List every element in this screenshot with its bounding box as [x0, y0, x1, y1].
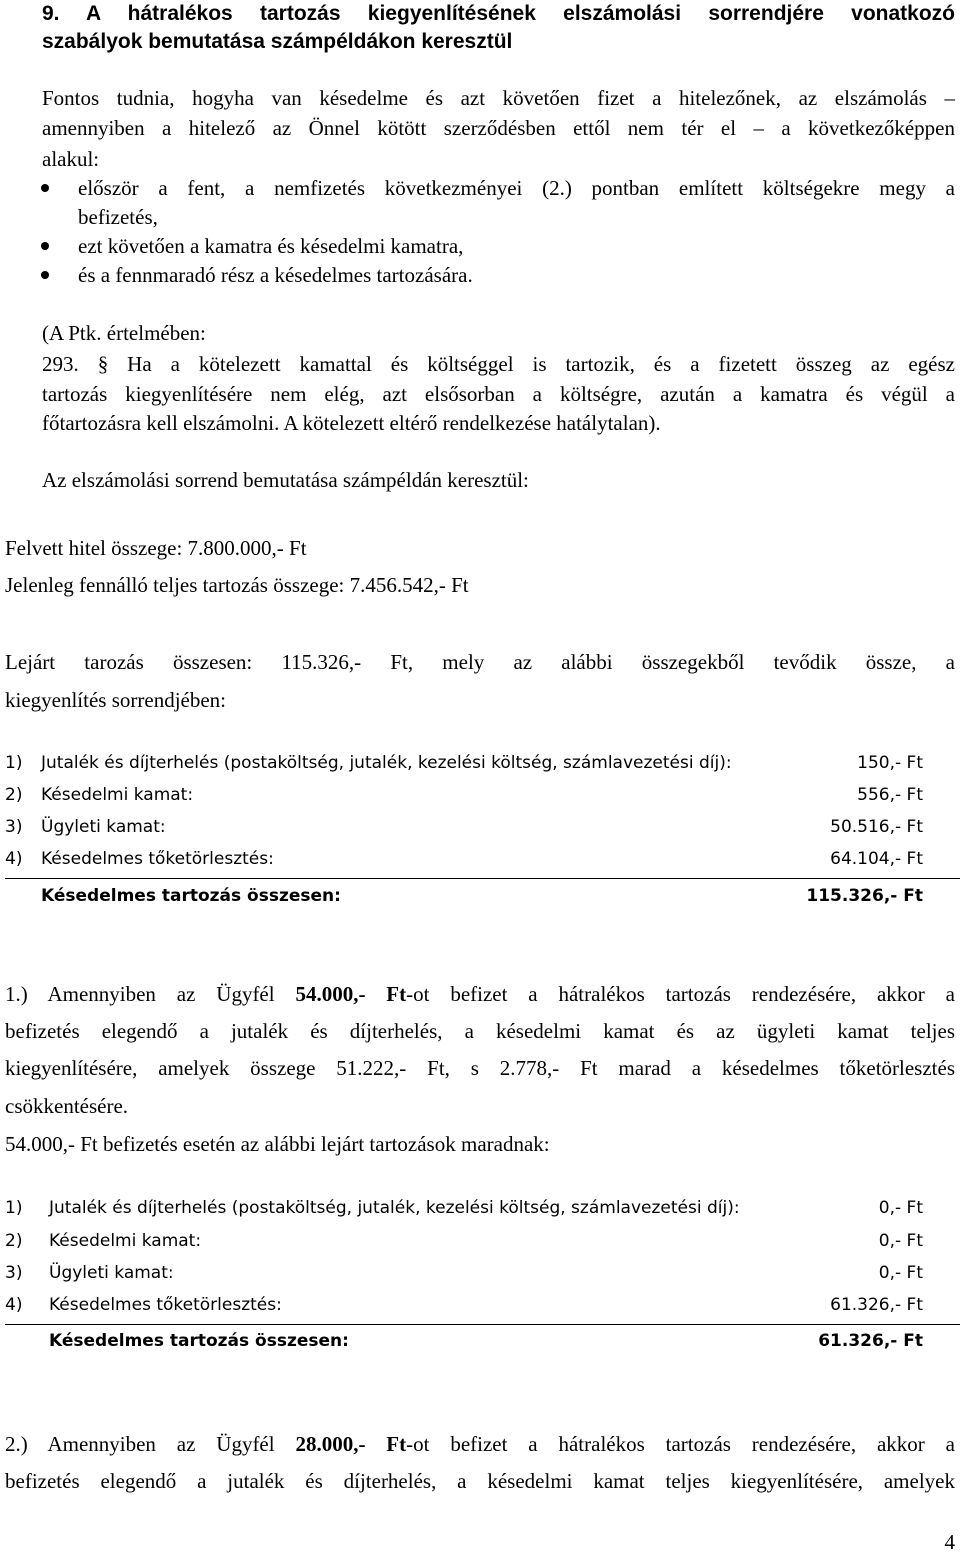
ptk-line4: főtartozásra kell elszámolni. A kötelezett eltérő rendelkezése hatálytalan). [42, 411, 661, 435]
table-divider [5, 1324, 960, 1325]
example1-line5: 54.000,- Ft befizetés esetén az alábbi lejárt tartozások maradnak: [5, 1132, 550, 1156]
bullet-icon [41, 271, 49, 279]
overdue-line2: kiegyenlítés sorrendjében: [5, 688, 227, 712]
table-divider [5, 878, 960, 879]
table-total-row: Késedelmes tartozás összesen: 115.326,- Ft [41, 886, 923, 906]
loan-amount: Felvett hitel összege: 7.800.000,- Ft [5, 536, 307, 560]
table-row: 1) Jutalék és díjterhelés (postaköltség, jutalék, kezelési költség, számlavezetési díj): 150,- Ft [5, 753, 923, 773]
example2-line2: befizetés elegendő a jutalék és díjterhelés, a késedelmi kamat teljes kiegyenlítésére, amelyek [5, 1469, 955, 1493]
ptk-line1: (A Ptk. értelmében: [42, 321, 206, 345]
table-row: 2) Késedelmi kamat: 0,- Ft [5, 1231, 923, 1251]
intro-line3: alakul: [42, 147, 100, 171]
example1-line3: kiegyenlítésére, amelyek összege 51.222,- Ft, s 2.778,- Ft marad a késedelmes tőketörlesztés [5, 1056, 955, 1080]
table-total-row: Késedelmes tartozás összesen: 61.326,- Ft [49, 1331, 923, 1351]
ptk-line2: 293. § Ha a kötelezett kamattal és költséggel is tartozik, és a fizetett összeg az egész [42, 352, 955, 376]
intro-line1: Fontos tudnia, hogyha van késedelme és azt követően fizet a hitelezőnek, az elszámolás – [42, 86, 955, 110]
overdue-line1: Lejárt tarozás összesen: 115.326,- Ft, mely az alábbi összegekből tevődik össze, a [5, 650, 955, 674]
table-row: 3) Ügyleti kamat: 0,- Ft [5, 1263, 923, 1283]
example1-line2: befizetés elegendő a jutalék és díjterhelés, a késedelmi kamat és az ügyleti kamat teljes [5, 1019, 955, 1043]
bullet-2: ezt követően a kamatra és késedelmi kamatra, [78, 234, 464, 258]
bullet-1-line1: először a fent, a nemfizetés következményei (2.) pontban említett költségekre megy a [78, 176, 955, 200]
table-row: 2) Késedelmi kamat: 556,- Ft [5, 785, 923, 805]
bullet-1-line2: befizetés, [78, 205, 158, 229]
table-row: 4) Késedelmes tőketörlesztés: 61.326,- Ft [5, 1295, 923, 1315]
section-heading-line2: szabályok bemutatása számpéldákon keresztül [42, 30, 513, 53]
ptk-line3: tartozás kiegyenlítésére nem elég, azt elsősorban a költségre, azután a kamatra és végül a [42, 382, 955, 406]
table-row: 4) Késedelmes tőketörlesztés: 64.104,- Ft [5, 849, 923, 869]
section-heading-line1: 9. A hátralékos tartozás kiegyenlítésének elszámolási sorrendjére vonatkozó [42, 2, 955, 25]
example1-line1: 1.) Amennyiben az Ügyfél 54.000,- Ft-ot befizet a hátralékos tartozás rendezésére, akkor a [5, 982, 955, 1006]
current-debt: Jelenleg fennálló teljes tartozás összege: 7.456.542,- Ft [5, 573, 469, 597]
intro-line2: amennyiben a hitelező az Önnel kötött szerződésben ettől nem tér el – a következőképpen [42, 116, 955, 140]
table-row: 1) Jutalék és díjterhelés (postaköltség, jutalék, kezelési költség, számlavezetési díj): 0,- Ft [5, 1198, 923, 1218]
page-number: 4 [944, 1530, 955, 1554]
bullet-icon [41, 242, 49, 250]
example2-line1: 2.) Amennyiben az Ügyfél 28.000,- Ft-ot befizet a hátralékos tartozás rendezésére, akkor a [5, 1432, 955, 1456]
example1-line4: csökkentésére. [5, 1094, 129, 1118]
bullet-3: és a fennmaradó rész a késedelmes tartozására. [78, 263, 473, 287]
table-row: 3) Ügyleti kamat: 50.516,- Ft [5, 817, 923, 837]
example-intro: Az elszámolási sorrend bemutatása számpéldán keresztül: [42, 468, 529, 492]
bullet-icon [41, 184, 49, 192]
